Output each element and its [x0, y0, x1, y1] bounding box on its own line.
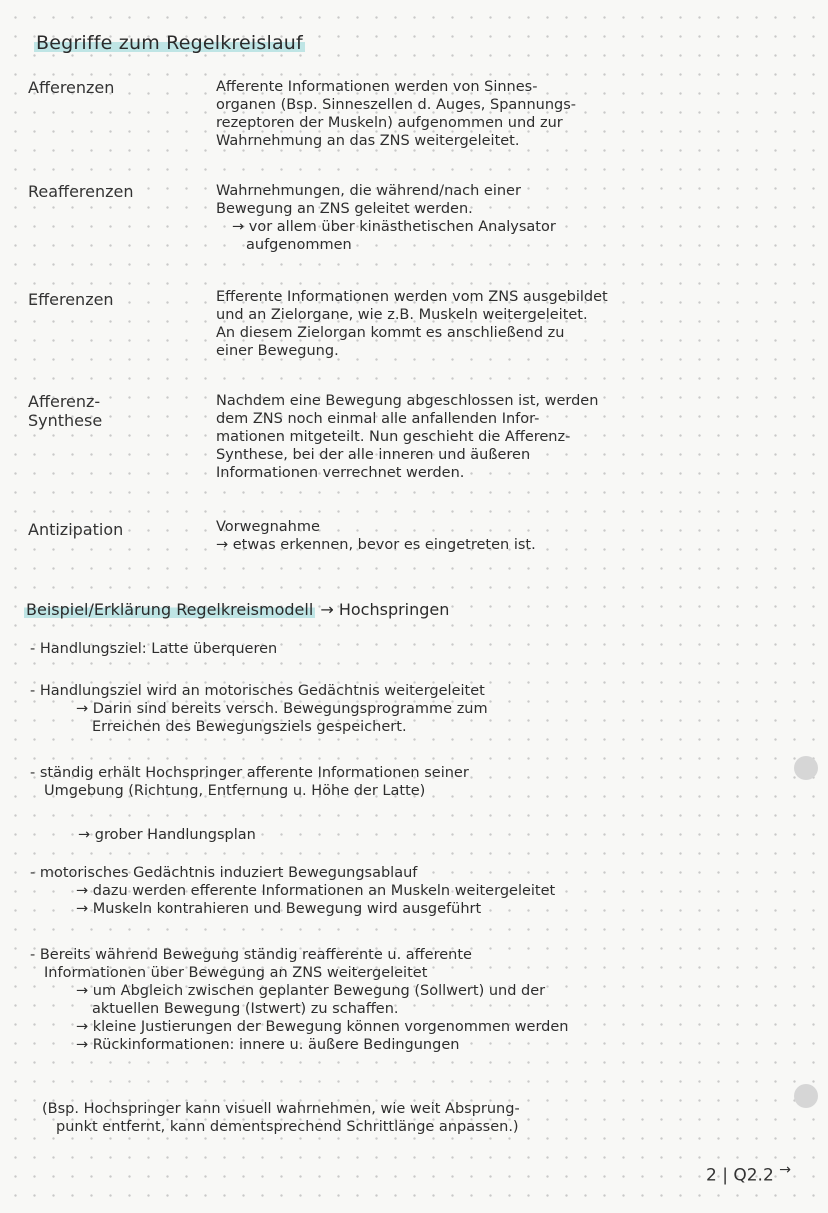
list-item	[78, 826, 818, 844]
list-item	[30, 764, 770, 800]
list-line: → dazu werden efferente Informationen an Muskeln weitergeleitet	[76, 883, 556, 899]
definition-line: Vorwegnahme	[216, 519, 320, 535]
term-afferenzen: Afferenzen	[28, 78, 115, 97]
list-line: → kleine Justierungen der Bewegung können vorgenommen werden	[76, 1019, 569, 1035]
definition-line: Afferente Informationen werden von Sinnes-	[216, 79, 538, 95]
list-line: aktuellen Bewegung (Istwert) zu schaffen.	[92, 1001, 399, 1017]
definition-line: → vor allem über kinästhetischen Analysator	[232, 219, 556, 235]
punch-hole	[794, 1084, 818, 1108]
definition-line: aufgenommen	[246, 237, 352, 253]
list-item	[30, 682, 770, 736]
list-item	[42, 1100, 782, 1136]
definition-afferenzen	[216, 78, 796, 150]
list-line: Umgebung (Richtung, Entfernung u. Höhe der Latte)	[44, 783, 426, 799]
list-item	[30, 946, 770, 1054]
example-heading	[24, 600, 449, 619]
definition-antizipation	[216, 518, 796, 554]
list-line: - motorisches Gedächtnis induziert Bewegungsablauf	[30, 865, 418, 881]
list-line: punkt entfernt, kann dementsprechend Schrittlänge anpassen.)	[56, 1119, 519, 1135]
example-heading-suffix: → Hochspringen	[320, 600, 450, 619]
list-item	[30, 864, 770, 918]
definition-line: Wahrnehmungen, die während/nach einer	[216, 183, 521, 199]
page-number	[706, 1162, 791, 1186]
definition-line: einer Bewegung.	[216, 343, 339, 359]
list-line: - ständig erhält Hochspringer afferente Informationen seiner	[30, 765, 469, 781]
definition-afferenz-synthese	[216, 392, 796, 482]
definition-line: Synthese, bei der alle inneren und äußeren	[216, 447, 531, 463]
definition-line: mationen mitgeteilt. Nun geschieht die Afferenz-	[216, 429, 571, 445]
list-line: - Bereits während Bewegung ständig reafferente u. afferente	[30, 947, 472, 963]
list-line: Erreichen des Bewegungsziels gespeichert.	[92, 719, 407, 735]
list-line: → um Abgleich zwischen geplanter Bewegung (Sollwert) und der	[76, 983, 546, 999]
definition-line: dem ZNS noch einmal alle anfallenden Infor-	[216, 411, 540, 427]
term-efferenzen: Efferenzen	[28, 290, 114, 309]
list-line: → Darin sind bereits versch. Bewegungsprogramme zum	[76, 701, 488, 717]
definition-reafferenzen	[216, 182, 796, 254]
term-afferenz-synthese	[28, 392, 198, 430]
definition-line: Informationen verrechnet werden.	[216, 465, 465, 481]
list-line: → Rückinformationen: innere u. äußere Bedingungen	[76, 1037, 460, 1053]
term-line: Synthese	[28, 411, 103, 430]
list-line: → grober Handlungsplan	[78, 827, 256, 843]
definition-line: Bewegung an ZNS geleitet werden.	[216, 201, 473, 217]
definition-line: und an Zielorgane, wie z.B. Muskeln weitergeleitet.	[216, 307, 588, 323]
definition-line: rezeptoren der Muskeln) aufgenommen und zur	[216, 115, 563, 131]
punch-hole	[794, 756, 818, 780]
arrow-icon: →	[779, 1162, 792, 1178]
list-item	[30, 640, 770, 658]
definition-line: Efferente Informationen werden vom ZNS ausgebildet	[216, 289, 608, 305]
page-title: Begriffe zum Regelkreislauf	[36, 32, 303, 54]
list-line: (Bsp. Hochspringer kann visuell wahrnehmen, wie weit Absprung-	[42, 1101, 520, 1117]
list-line: → Muskeln kontrahieren und Bewegung wird ausgeführt	[76, 901, 482, 917]
definition-line: Wahrnehmung an das ZNS weitergeleitet.	[216, 133, 520, 149]
definition-line: organen (Bsp. Sinneszellen d. Auges, Spannungs-	[216, 97, 577, 113]
list-line: - Handlungsziel wird an motorisches Gedächtnis weitergeleitet	[30, 683, 485, 699]
term-antizipation: Antizipation	[28, 520, 124, 539]
definition-line: An diesem Zielorgan kommt es anschließend zu	[216, 325, 565, 341]
definition-line: Nachdem eine Bewegung abgeschlossen ist, werden	[216, 393, 599, 409]
list-line: Informationen über Bewegung an ZNS weitergeleitet	[44, 965, 428, 981]
term-reafferenzen: Reafferenzen	[28, 182, 134, 201]
list-line: - Handlungsziel: Latte überqueren	[30, 641, 278, 657]
term-line: Afferenz-	[28, 392, 101, 411]
definition-line: → etwas erkennen, bevor es eingetreten ist.	[216, 537, 536, 553]
page-number-text: 2 | Q2.2	[706, 1165, 774, 1186]
example-heading-text: Beispiel/Erklärung Regelkreismodell	[26, 600, 314, 619]
definition-efferenzen	[216, 288, 796, 360]
